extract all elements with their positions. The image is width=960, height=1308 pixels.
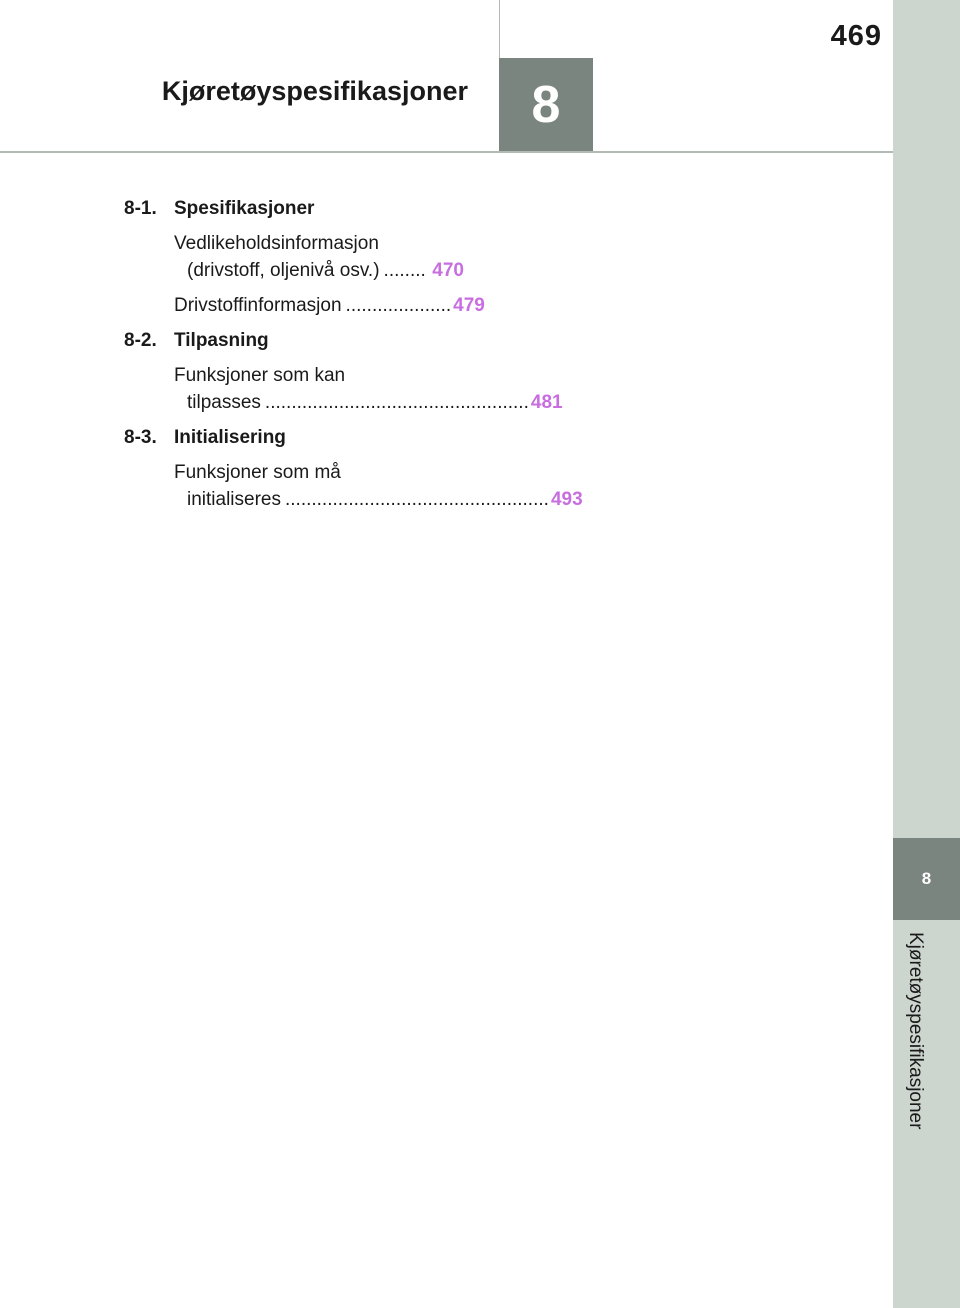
dot-leader: .................... [345, 295, 452, 316]
entry-line2 [174, 257, 464, 284]
toc-entry-fuel-info[interactable] [174, 292, 485, 319]
toc-entry-initialize-features[interactable] [174, 459, 583, 513]
section-title: Spesifikasjoner [174, 198, 315, 219]
entry-line [174, 292, 485, 319]
entry-line1: Funksjoner som kan [174, 365, 346, 386]
toc-section-8-1[interactable] [124, 195, 464, 222]
toc-entry-customizable-features[interactable] [174, 362, 563, 416]
entry-line1: Vedlikeholdsinformasjon [174, 233, 379, 254]
section-title: Tilpasning [174, 330, 269, 351]
entry-line2 [174, 389, 563, 416]
entry-title: (drivstoff, oljenivå osv.) [187, 260, 380, 281]
side-tab-number[interactable]: 8 [893, 838, 960, 920]
page-link-481[interactable]: 481 [530, 392, 563, 413]
page-link-470[interactable]: 470 [432, 260, 464, 281]
entry-title: tilpasses [187, 392, 261, 413]
header-divider [499, 0, 500, 58]
page-link-493[interactable]: 493 [550, 489, 583, 510]
section-number: 8-3. [124, 427, 157, 448]
page-number: 469 [830, 20, 882, 52]
chapter-number-box: 8 [499, 58, 593, 152]
dot-leader: .................................................. [264, 392, 529, 413]
section-title: Initialisering [174, 427, 286, 448]
side-tab-label: Kjøretøyspesifikasjoner [905, 932, 926, 1130]
section-number: 8-2. [124, 330, 157, 351]
entry-title: initialiseres [187, 489, 281, 510]
toc-section-8-3[interactable] [124, 424, 464, 451]
dot-leader: ........ [383, 260, 426, 281]
entry-title: Drivstoffinformasjon [174, 295, 342, 316]
dot-leader: .................................................. [284, 489, 549, 510]
toc-entry-maintenance-info[interactable] [174, 230, 464, 284]
entry-line1: Funksjoner som må [174, 462, 341, 483]
header-rule [0, 151, 893, 153]
toc-section-8-2[interactable] [124, 327, 464, 354]
table-of-contents [124, 195, 583, 521]
chapter-title: Kjøretøyspesifikasjoner [161, 76, 468, 106]
page-link-479[interactable]: 479 [453, 295, 485, 316]
section-number: 8-1. [124, 198, 157, 219]
entry-line2 [174, 486, 583, 513]
